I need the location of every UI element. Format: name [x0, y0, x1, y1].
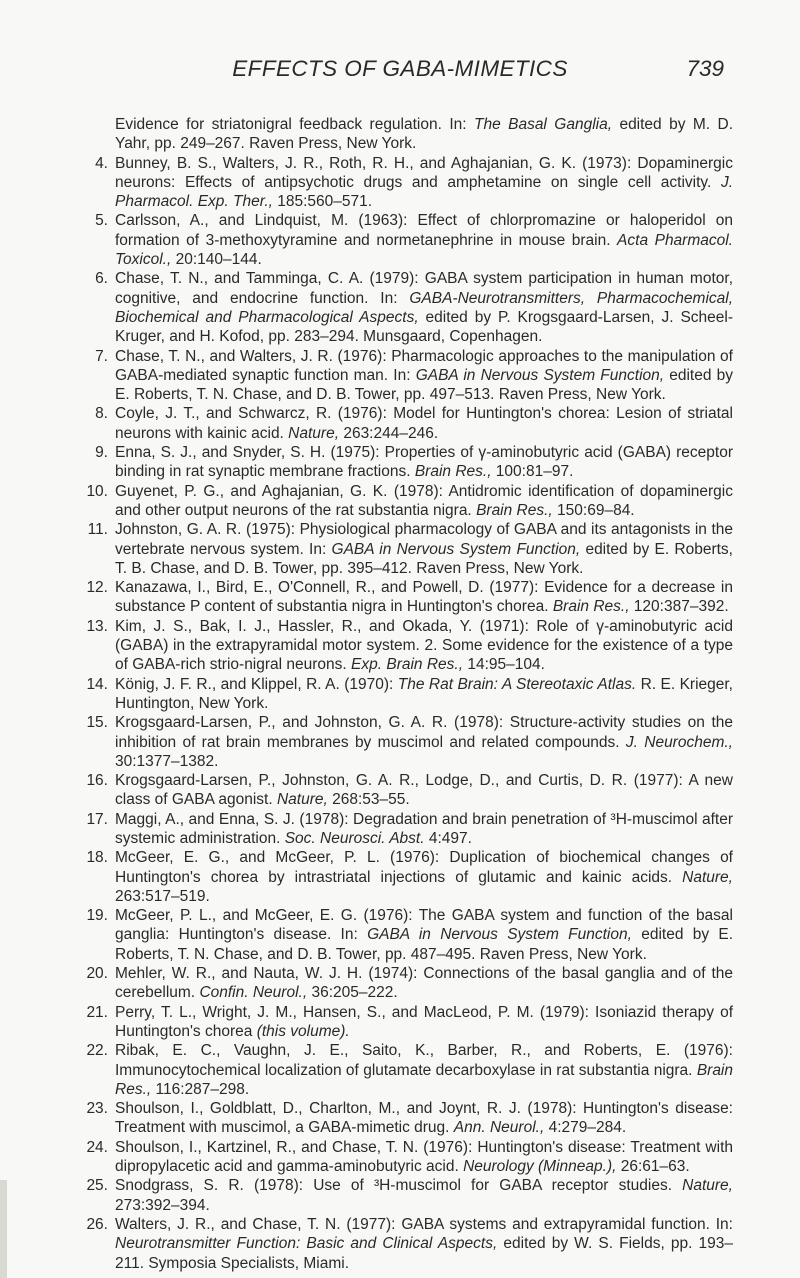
- reference-source-title: Nature,: [682, 868, 733, 886]
- page-header: [0, 56, 800, 86]
- reference-item: [83, 443, 733, 482]
- reference-item: [83, 1041, 733, 1099]
- reference-text: edited by W. S. Fields, pp. 193–211. Symposia Specialists, Miami.: [115, 1235, 733, 1272]
- reference-text: 263:244–246.: [339, 424, 439, 442]
- reference-number: 15.: [86, 714, 108, 732]
- reference-number: 22.: [86, 1042, 108, 1060]
- reference-source-title: GABA in Nervous System Function,: [331, 540, 581, 558]
- reference-text: edited by M. D. Yahr, pp. 249–267. Raven Press, New York.: [115, 116, 734, 153]
- reference-text: Perry, T. L., Wright, J. M., Hansen, S., and MacLeod, P. M. (1979): Isoniazid therapy of Huntington's chorea: [115, 1003, 733, 1040]
- reference-text: Enna, S. J., and Snyder, S. H. (1975): Properties of γ-aminobutyric acid (GABA) receptor binding in rat synaptic membrane fractions.: [115, 444, 733, 481]
- reference-source-title: Soc. Neurosci. Abst.: [284, 829, 425, 847]
- running-title: EFFECTS OF GABA-MIMETICS: [232, 56, 568, 81]
- reference-item: [83, 771, 733, 810]
- reference-item: [83, 154, 733, 212]
- reference-text: Chase, T. N., and Tamminga, C. A. (1979): GABA system participation in human motor, cognitive, and endocrine function. In:: [115, 270, 733, 307]
- reference-text: 185:560–571.: [272, 193, 373, 211]
- reference-number: 10.: [86, 482, 108, 500]
- reference-text: Maggi, A., and Enna, S. J. (1978): Degradation and brain penetration of ³H-muscimol after systemic administration.: [115, 810, 733, 847]
- reference-number: 8.: [95, 405, 108, 423]
- page-number: 739: [686, 56, 724, 81]
- reference-source-title: Exp. Brain Res.,: [351, 656, 464, 674]
- reference-text: edited by E. Roberts, T. N. Chase, and D. B. Tower, pp. 497–513. Raven Press, New York.: [115, 366, 734, 404]
- reference-number: 25.: [86, 1177, 108, 1195]
- page-edge-shadow: [0, 1180, 7, 1278]
- reference-text: Shoulson, I., Kartzinel, R., and Chase, T. N. (1976): Huntington's disease: Treatment with dipropylacetic acid and gamma-aminobutyric acid.: [115, 1138, 733, 1176]
- reference-source-title: Acta Pharmacol. Toxicol.,: [115, 231, 733, 269]
- reference-list: [83, 115, 733, 1273]
- reference-number: 17.: [86, 810, 108, 828]
- reference-item: [83, 482, 733, 521]
- reference-text: 14:95–104.: [463, 656, 545, 674]
- reference-item: [83, 1003, 733, 1042]
- reference-number: 13.: [86, 617, 108, 635]
- reference-source-title: Brain Res.,: [115, 1061, 733, 1098]
- reference-text: 4:279–284.: [544, 1119, 627, 1137]
- reference-text: Bunney, B. S., Walters, J. R., Roth, R. H., and Aghajanian, G. K. (1973): Dopaminergic neurons: Effects of antipsychotic drugs and amphetamine on single cell activity.: [115, 154, 733, 191]
- reference-text: Carlsson, A., and Lindquist, M. (1963): Effect of chlorpromazine or haloperidol on formation of 3-methoxytyramine and normetanephrine in mouse brain.: [115, 212, 733, 249]
- reference-number: 4.: [95, 154, 108, 172]
- reference-item: [83, 1099, 733, 1138]
- reference-text: 20:140–144.: [171, 251, 262, 269]
- reference-text: Snodgrass, S. R. (1978): Use of ³H-muscimol for GABA receptor studies.: [115, 1177, 683, 1195]
- reference-text: R. E. Krieger, Huntington, New York.: [115, 675, 733, 712]
- reference-source-title: Brain Res.,: [414, 463, 492, 481]
- reference-item: [83, 211, 733, 269]
- reference-text: Krogsgaard-Larsen, P., Johnston, G. A. R., Lodge, D., and Curtis, D. R. (1977): A new class of GABA agonist.: [115, 772, 733, 809]
- reference-number: 11.: [87, 521, 108, 539]
- reference-number: 12.: [86, 579, 108, 597]
- reference-source-title: Nature,: [276, 791, 328, 809]
- reference-source-title: (this volume).: [256, 1022, 350, 1040]
- reference-source-title: Brain Res.,: [552, 598, 630, 616]
- reference-text: Mehler, W. R., and Nauta, W. J. H. (1974): Connections of the basal ganglia and of the cerebellum.: [115, 965, 733, 1002]
- reference-text: edited by P. Krogsgaard-Larsen, J. Scheel-Kruger, and H. Kofod, pp. 283–294. Munsgaard, Copenhagen.: [115, 308, 734, 346]
- reference-number: 16.: [86, 772, 108, 790]
- reference-text: 273:392–394.: [115, 1196, 210, 1214]
- reference-source-title: The Rat Brain: A Stereotaxic Atlas.: [397, 675, 637, 693]
- reference-source-title: GABA in Nervous System Function,: [415, 366, 665, 384]
- reference-text: Evidence for striatonigral feedback regulation. In:: [115, 116, 474, 133]
- reference-number: 7.: [95, 347, 108, 365]
- reference-text: Walters, J. R., and Chase, T. N. (1977): GABA systems and extrapyramidal function. In:: [115, 1215, 733, 1233]
- reference-source-title: Ann. Neurol.,: [453, 1119, 545, 1137]
- reference-item: [83, 848, 733, 906]
- reference-number: 23.: [86, 1100, 108, 1118]
- reference-item: [83, 964, 733, 1003]
- reference-text: 120:387–392.: [629, 598, 729, 616]
- reference-text: Chase, T. N., and Walters, J. R. (1976): Pharmacologic approaches to the manipulation of GABA-mediated synaptic function man. In:: [115, 347, 733, 384]
- reference-number: 5.: [95, 212, 108, 230]
- reference-item: [83, 347, 733, 405]
- reference-item: [83, 1138, 733, 1177]
- reference-item: [83, 520, 733, 578]
- reference-text: 4:497.: [424, 829, 472, 847]
- reference-source-title: Confin. Neurol.,: [199, 984, 308, 1002]
- reference-text: 100:81–97.: [491, 463, 574, 481]
- reference-text: König, J. F. R., and Klippel, R. A. (1970):: [115, 675, 398, 693]
- reference-text: Krogsgaard-Larsen, P., and Johnston, G. A. R. (1978): Structure-activity studies on the inhibition of rat brain membranes by muscimol and related compounds.: [115, 714, 733, 751]
- reference-number: 14.: [86, 675, 108, 693]
- reference-item: [83, 713, 733, 771]
- reference-source-title: Nature,: [288, 424, 340, 442]
- reference-item: [83, 404, 733, 443]
- reference-number: 6.: [95, 270, 108, 288]
- reference-text: 263:517–519.: [115, 887, 210, 905]
- reference-source-title: J. Neurochem.,: [625, 733, 733, 751]
- reference-text: 268:53–55.: [327, 791, 410, 809]
- reference-text: edited by E. Roberts, T. N. Chase, and D. B. Tower, pp. 487–495. Raven Press, New York.: [115, 926, 734, 963]
- reference-text: Coyle, J. T., and Schwarcz, R. (1976): Model for Huntington's chorea: Lesion of striatal neurons with kainic acid.: [115, 405, 733, 442]
- reference-text: Kim, J. S., Bak, I. J., Hassler, R., and Okada, Y. (1971): Role of γ-aminobutyric acid (GABA) in the extrapyramidal motor system. 2. Some evidence for the existence of a type of GABA-rich strio-nigral neurons.: [115, 617, 733, 674]
- reference-text: Ribak, E. C., Vaughn, J. E., Saito, K., Barber, R., and Roberts, E. (1976): Immunocytochemical localization of glutamate decarboxylase in rat substantia nigra.: [115, 1042, 733, 1079]
- reference-source-title: Neurology (Minneap.),: [463, 1158, 617, 1176]
- reference-text: 116:287–298.: [151, 1080, 250, 1098]
- reference-source-title: Neurotransmitter Function: Basic and Clinical Aspects,: [115, 1235, 498, 1253]
- reference-source-title: Nature,: [682, 1177, 733, 1195]
- reference-source-title: GABA-Neurotransmitters, Pharmacochemical, Biochemical and Pharmacological Aspects,: [115, 289, 734, 326]
- reference-source-title: The Basal Ganglia,: [473, 116, 613, 133]
- reference-source-title: GABA in Nervous System Function,: [367, 926, 632, 944]
- reference-item: [83, 617, 733, 675]
- reference-number: 20.: [86, 965, 108, 983]
- reference-text: Johnston, G. A. R. (1975): Physiological pharmacology of GABA and its antagonists in the vertebrate nervous system. In:: [115, 521, 733, 558]
- reference-text: McGeer, E. G., and McGeer, P. L. (1976): Duplication of biochemical changes of Huntington's chorea by intrastriatal injections of glutamic and kainic acids.: [115, 849, 733, 886]
- reference-item: [83, 115, 733, 154]
- reference-text: 26:61–63.: [616, 1158, 690, 1176]
- reference-item: [83, 906, 733, 964]
- reference-item: [83, 675, 733, 714]
- reference-text: 36:205–222.: [307, 984, 398, 1002]
- reference-source-title: Brain Res.,: [476, 501, 553, 519]
- reference-number: 26.: [86, 1215, 108, 1233]
- reference-number: 18.: [86, 849, 108, 867]
- reference-number: 19.: [86, 907, 108, 925]
- reference-text: 150:69–84.: [552, 501, 635, 519]
- reference-text: edited by E. Roberts, T. B. Chase, and D. B. Tower, pp. 395–412. Raven Press, New York.: [115, 540, 733, 577]
- reference-number: 21.: [86, 1003, 108, 1021]
- reference-text: 30:1377–1382.: [115, 752, 219, 770]
- reference-item: [83, 810, 733, 849]
- reference-number: 9.: [95, 444, 108, 462]
- reference-item: [83, 269, 733, 346]
- reference-number: 24.: [86, 1138, 108, 1156]
- reference-item: [83, 578, 733, 617]
- reference-text: Shoulson, I., Goldblatt, D., Charlton, M., and Joynt, R. J. (1978): Huntington's disease: Treatment with muscimol, a GABA-mimetic drug.: [115, 1100, 733, 1137]
- reference-text: Kanazawa, I., Bird, E., O'Connell, R., and Powell, D. (1977): Evidence for a decrease in substance P content of substantia nigra in Huntington's chorea.: [115, 579, 733, 616]
- reference-text: McGeer, P. L., and McGeer, E. G. (1976): The GABA system and function of the basal ganglia: Huntington's disease. In:: [115, 907, 733, 944]
- reference-text: Guyenet, P. G., and Aghajanian, G. K. (1978): Antidromic identification of dopaminergic and other output neurons of the rat substantia nigra.: [115, 482, 733, 519]
- reference-item: [83, 1215, 733, 1273]
- reference-item: [83, 1176, 733, 1215]
- reference-source-title: J. Pharmacol. Exp. Ther.,: [115, 173, 733, 211]
